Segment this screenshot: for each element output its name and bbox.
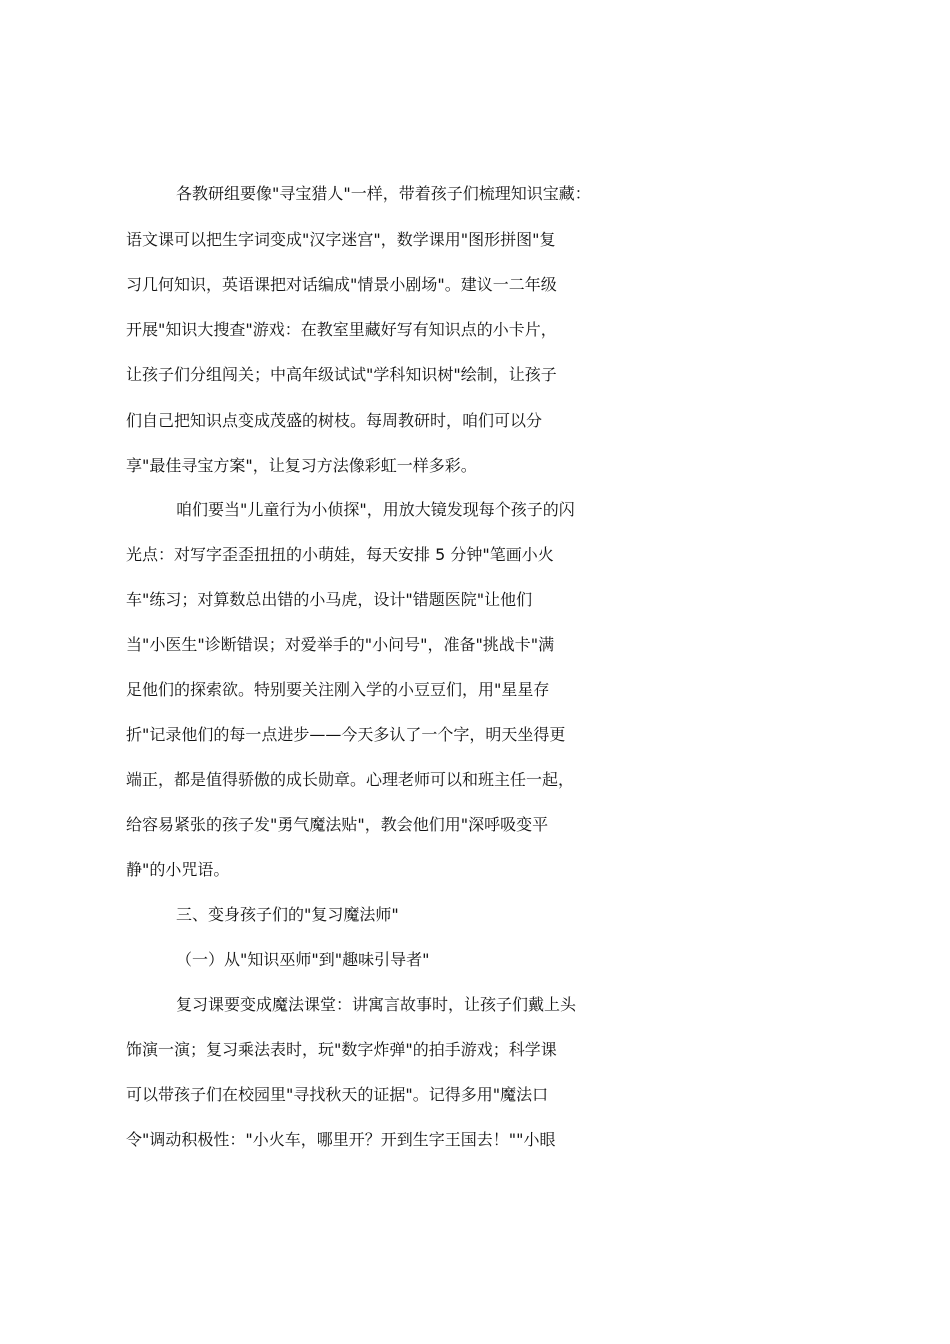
paragraph-line: 让孩子们分组闯关；中高年级试试"学科知识树"绘制，让孩子 xyxy=(126,365,557,384)
section-heading: 三、变身孩子们的"复习魔法师" xyxy=(176,905,399,924)
paragraph-line: 开展"知识大搜查"游戏：在教室里藏好写有知识点的小卡片， xyxy=(126,320,557,339)
paragraph-line: 令"调动积极性："小火车，哪里开？开到生字王国去！""小眼 xyxy=(126,1130,556,1149)
paragraph-line: 足他们的探索欲。特别要关注刚入学的小豆豆们，用"星星存 xyxy=(126,680,550,699)
paragraph-line: 端正，都是值得骄傲的成长勋章。心理老师可以和班主任一起， xyxy=(126,770,575,789)
paragraph-line: 习几何知识，英语课把对话编成"情景小剧场"。建议一二年级 xyxy=(126,275,557,294)
paragraph-line: 语文课可以把生字词变成"汉字迷宫"，数学课用"图形拼图"复 xyxy=(126,230,556,249)
paragraph-line: 咱们要当"儿童行为小侦探"，用放大镜发现每个孩子的闪 xyxy=(176,500,575,519)
paragraph-line: 给容易紧张的孩子发"勇气魔法贴"，教会他们用"深呼吸变平 xyxy=(126,815,549,834)
paragraph-line: 折"记录他们的每一点进步——今天多认了一个字，明天坐得更 xyxy=(126,725,566,744)
paragraph-line: 各教研组要像"寻宝猎人"一样，带着孩子们梳理知识宝藏： xyxy=(176,184,591,203)
paragraph-line: 享"最佳寻宝方案"，让复习方法像彩虹一样多彩。 xyxy=(126,456,477,475)
paragraph-line: 饰演一演；复习乘法表时，玩"数字炸弹"的拍手游戏；科学课 xyxy=(126,1040,557,1059)
paragraph-line: 可以带孩子们在校园里"寻找秋天的证据"。记得多用"魔法口 xyxy=(126,1085,549,1104)
subsection-heading: （一）从"知识巫师"到"趣味引导者" xyxy=(176,950,430,969)
paragraph-line: 复习课要变成魔法课堂：讲寓言故事时，让孩子们戴上头 xyxy=(176,995,577,1014)
paragraph-line: 静"的小咒语。 xyxy=(126,860,230,879)
paragraph-line: 车"练习；对算数总出错的小马虎，设计"错题医院"让他们 xyxy=(126,590,533,609)
paragraph-line: 光点：对写字歪歪扭扭的小萌娃，每天安排 5 分钟"笔画小火 xyxy=(126,545,554,564)
paragraph-line: 当"小医生"诊断错误；对爱举手的"小问号"，准备"挑战卡"满 xyxy=(126,635,555,654)
paragraph-line: 们自己把知识点变成茂盛的树枝。每周教研时，咱们可以分 xyxy=(126,411,543,430)
